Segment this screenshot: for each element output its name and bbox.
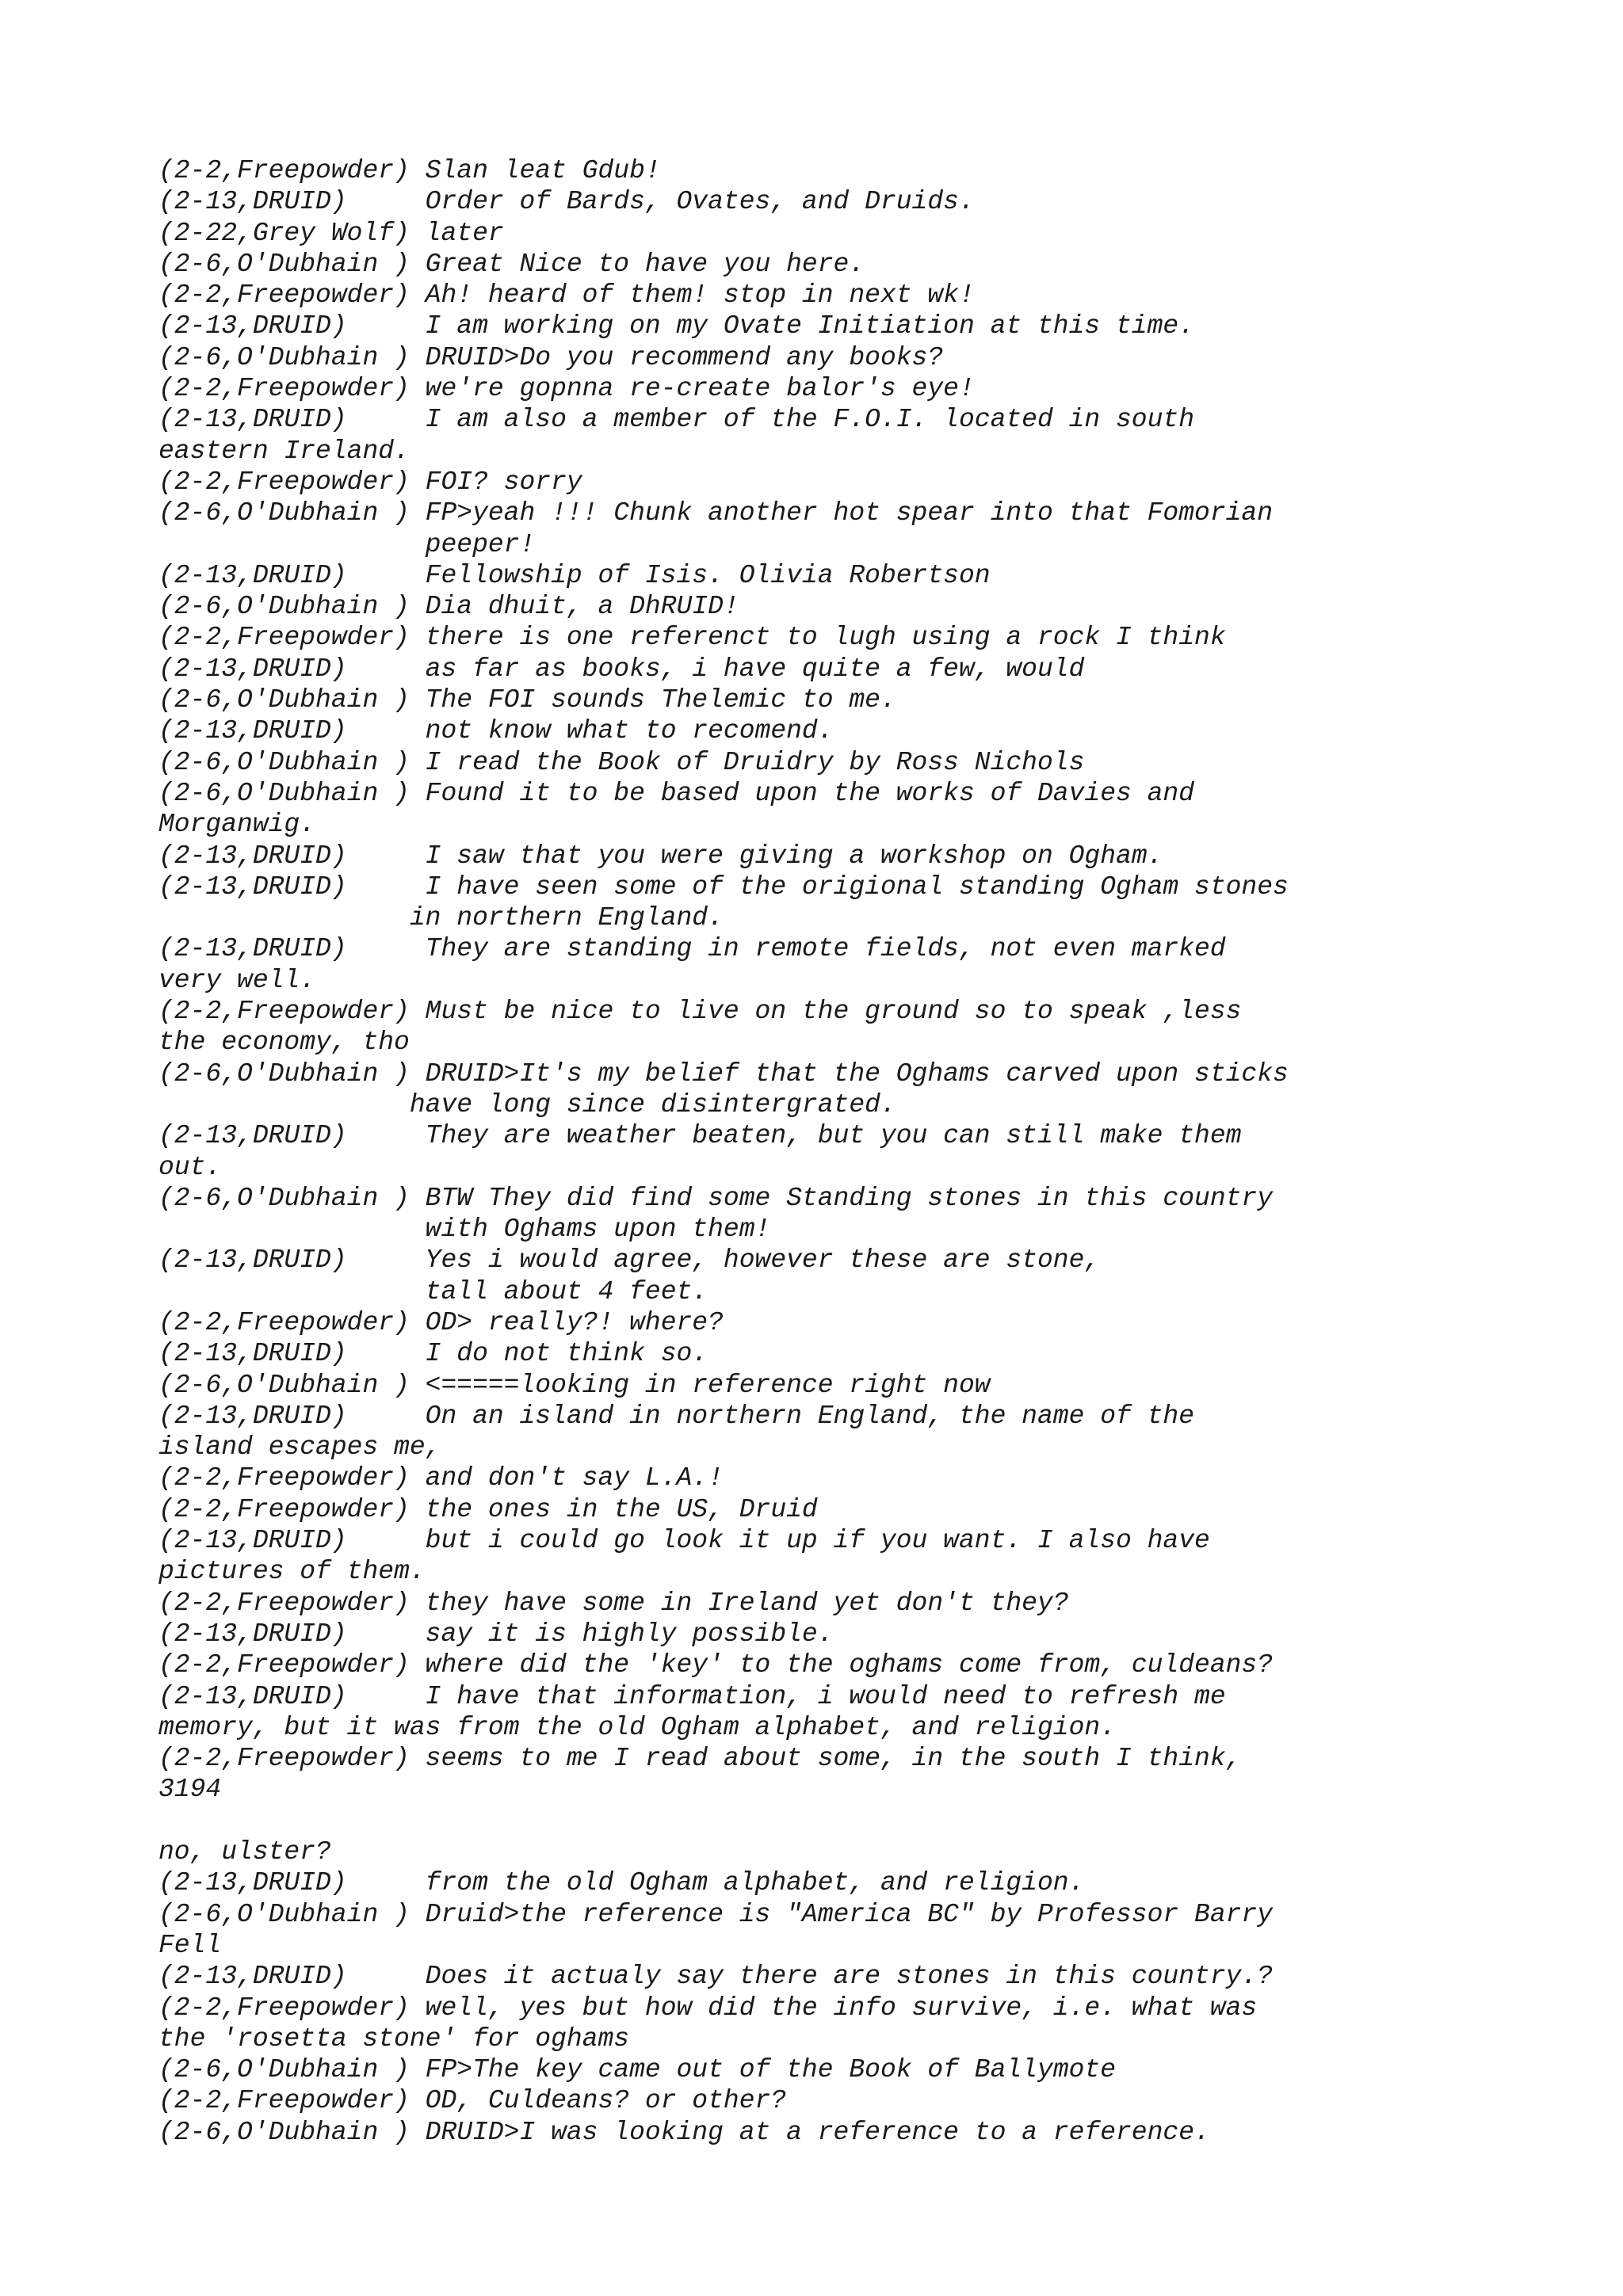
chat-line: (2-2,Freepowder) OD> really?! where?: [158, 1307, 724, 1337]
chat-line: (2-6,O'Dubhain ) FP>The key came out of the Book of Ballymote: [158, 2055, 1116, 2085]
chat-line: (2-6,O'Dubhain ) I read the Book of Druidry by Ross Nichols: [158, 747, 1085, 777]
chat-line: Fell: [158, 1930, 222, 1960]
chat-line: in northern England.: [158, 903, 724, 933]
blank-line: [158, 1806, 1585, 1836]
chat-line: (2-13,DRUID) I do not think so.: [158, 1339, 708, 1369]
chat-line: (2-2,Freepowder) Ah! heard of them! stop in next wk!: [158, 280, 975, 311]
chat-line: Morganwig.: [158, 810, 316, 840]
chat-line: (2-6,O'Dubhain ) <=====looking in reference right now: [158, 1370, 991, 1400]
chat-line: tall about 4 feet.: [158, 1276, 708, 1306]
chat-line: (2-2,Freepowder) where did the 'key' to the oghams come from, culdeans?: [158, 1650, 1274, 1680]
chat-line: (2-13,DRUID) say it is highly possible.: [158, 1619, 834, 1649]
chat-line: (2-6,O'Dubhain ) DRUID>It's my belief that the Oghams carved upon sticks: [158, 1058, 1289, 1089]
chat-line: have long since disintergrated.: [158, 1089, 896, 1119]
chat-line: (2-13,DRUID) as far as books, i have quite a few, would: [158, 654, 1085, 684]
chat-line: (2-6,O'Dubhain ) The FOI sounds Thelemic to me.: [158, 685, 896, 715]
chat-line: (2-13,DRUID) from the old Ogham alphabet, and religion.: [158, 1868, 1085, 1898]
chat-line: 3194: [158, 1775, 222, 1805]
chat-line: (2-2,Freepowder) Slan leat Gdub!: [158, 156, 661, 185]
chat-line: pictures of them.: [158, 1557, 426, 1587]
chat-line: (2-13,DRUID) I am working on my Ovate Initiation at this time.: [158, 311, 1195, 341]
chat-line: (2-13,DRUID) not know what to recomend.: [158, 716, 834, 746]
chat-line: (2-13,DRUID) I am also a member of the F.O.I. located in south: [158, 405, 1195, 435]
chat-line: (2-6,O'Dubhain ) Great Nice to have you here.: [158, 249, 865, 279]
chat-line: (2-2,Freepowder) FOI? sorry: [158, 467, 582, 497]
chat-line: (2-13,DRUID) Does it actualy say there are stones in this country.?: [158, 1962, 1274, 1992]
chat-line: out.: [158, 1152, 222, 1182]
chat-log-text: [158, 155, 1585, 2148]
chat-line: (2-13,DRUID) They are weather beaten, but you can still make them: [158, 1121, 1242, 1151]
chat-line: (2-13,DRUID) but i could go look it up if you want. I also have: [158, 1526, 1210, 1556]
chat-line: eastern Ireland.: [158, 436, 410, 466]
chat-line: (2-6,O'Dubhain ) Found it to be based upon the works of Davies and: [158, 778, 1195, 808]
chat-line: (2-2,Freepowder) Must be nice to live on the ground so to speak ,less: [158, 997, 1242, 1027]
chat-line: with Oghams upon them!: [158, 1215, 771, 1245]
chat-line: (2-13,DRUID) Order of Bards, Ovates, and Druids.: [158, 187, 975, 217]
chat-line: (2-13,DRUID) On an island in northern England, the name of the: [158, 1401, 1195, 1431]
chat-line: (2-6,O'Dubhain ) BTW They did find some Standing stones in this country: [158, 1183, 1274, 1213]
chat-line: (2-2,Freepowder) well, yes but how did the info survive, i.e. what was: [158, 1993, 1258, 2023]
chat-line: (2-6,O'Dubhain ) Dia dhuit, a DhRUID!: [158, 592, 739, 622]
chat-line: (2-2,Freepowder) they have some in Ireland yet don't they?: [158, 1588, 1069, 1618]
chat-line: (2-2,Freepowder) and don't say L.A.!: [158, 1463, 724, 1493]
chat-line: (2-2,Freepowder) the ones in the US, Druid: [158, 1494, 818, 1524]
chat-line: the 'rosetta stone' for oghams: [158, 2023, 630, 2054]
chat-line: (2-2,Freepowder) OD, Culdeans? or other?: [158, 2086, 787, 2116]
chat-line: no, ulster?: [158, 1837, 331, 1867]
chat-line: (2-6,O'Dubhain ) DRUID>Do you recommend any books?: [158, 342, 944, 372]
chat-line: (2-13,DRUID) Fellowship of Isis. Olivia Robertson: [158, 560, 991, 590]
chat-line: (2-2,Freepowder) there is one referenct to lugh using a rock I think: [158, 623, 1226, 653]
chat-line: (2-13,DRUID) I have seen some of the origional standing Ogham stones: [158, 871, 1289, 902]
chat-line: the economy, tho: [158, 1028, 410, 1058]
chat-line: (2-6,O'Dubhain ) DRUID>I was looking at a reference to a reference.: [158, 2117, 1210, 2147]
chat-line: (2-13,DRUID) I saw that you were giving a workshop on Ogham.: [158, 841, 1163, 871]
chat-line: (2-2,Freepowder) seems to me I read about some, in the south I think,: [158, 1744, 1242, 1774]
chat-line: island escapes me,: [158, 1432, 441, 1463]
chat-line: memory, but it was from the old Ogham alphabet, and religion.: [158, 1712, 1116, 1742]
chat-line: very well.: [158, 965, 316, 995]
chat-line: (2-13,DRUID) Yes i would agree, however these are stone,: [158, 1245, 1101, 1276]
chat-line: (2-6,O'Dubhain ) FP>yeah !!! Chunk another hot spear into that Fomorian: [158, 498, 1274, 528]
chat-line: (2-13,DRUID) They are standing in remote fields, not even marked: [158, 934, 1226, 964]
chat-line: peeper!: [158, 529, 536, 559]
chat-line: (2-22,Grey Wolf) later: [158, 218, 504, 248]
chat-line: (2-2,Freepowder) we're gopnna re-create balor's eye!: [158, 374, 975, 404]
chat-line: (2-6,O'Dubhain ) Druid>the reference is "America BC" by Professor Barry: [158, 1899, 1274, 1929]
chat-line: (2-13,DRUID) I have that information, i would need to refresh me: [158, 1681, 1226, 1711]
